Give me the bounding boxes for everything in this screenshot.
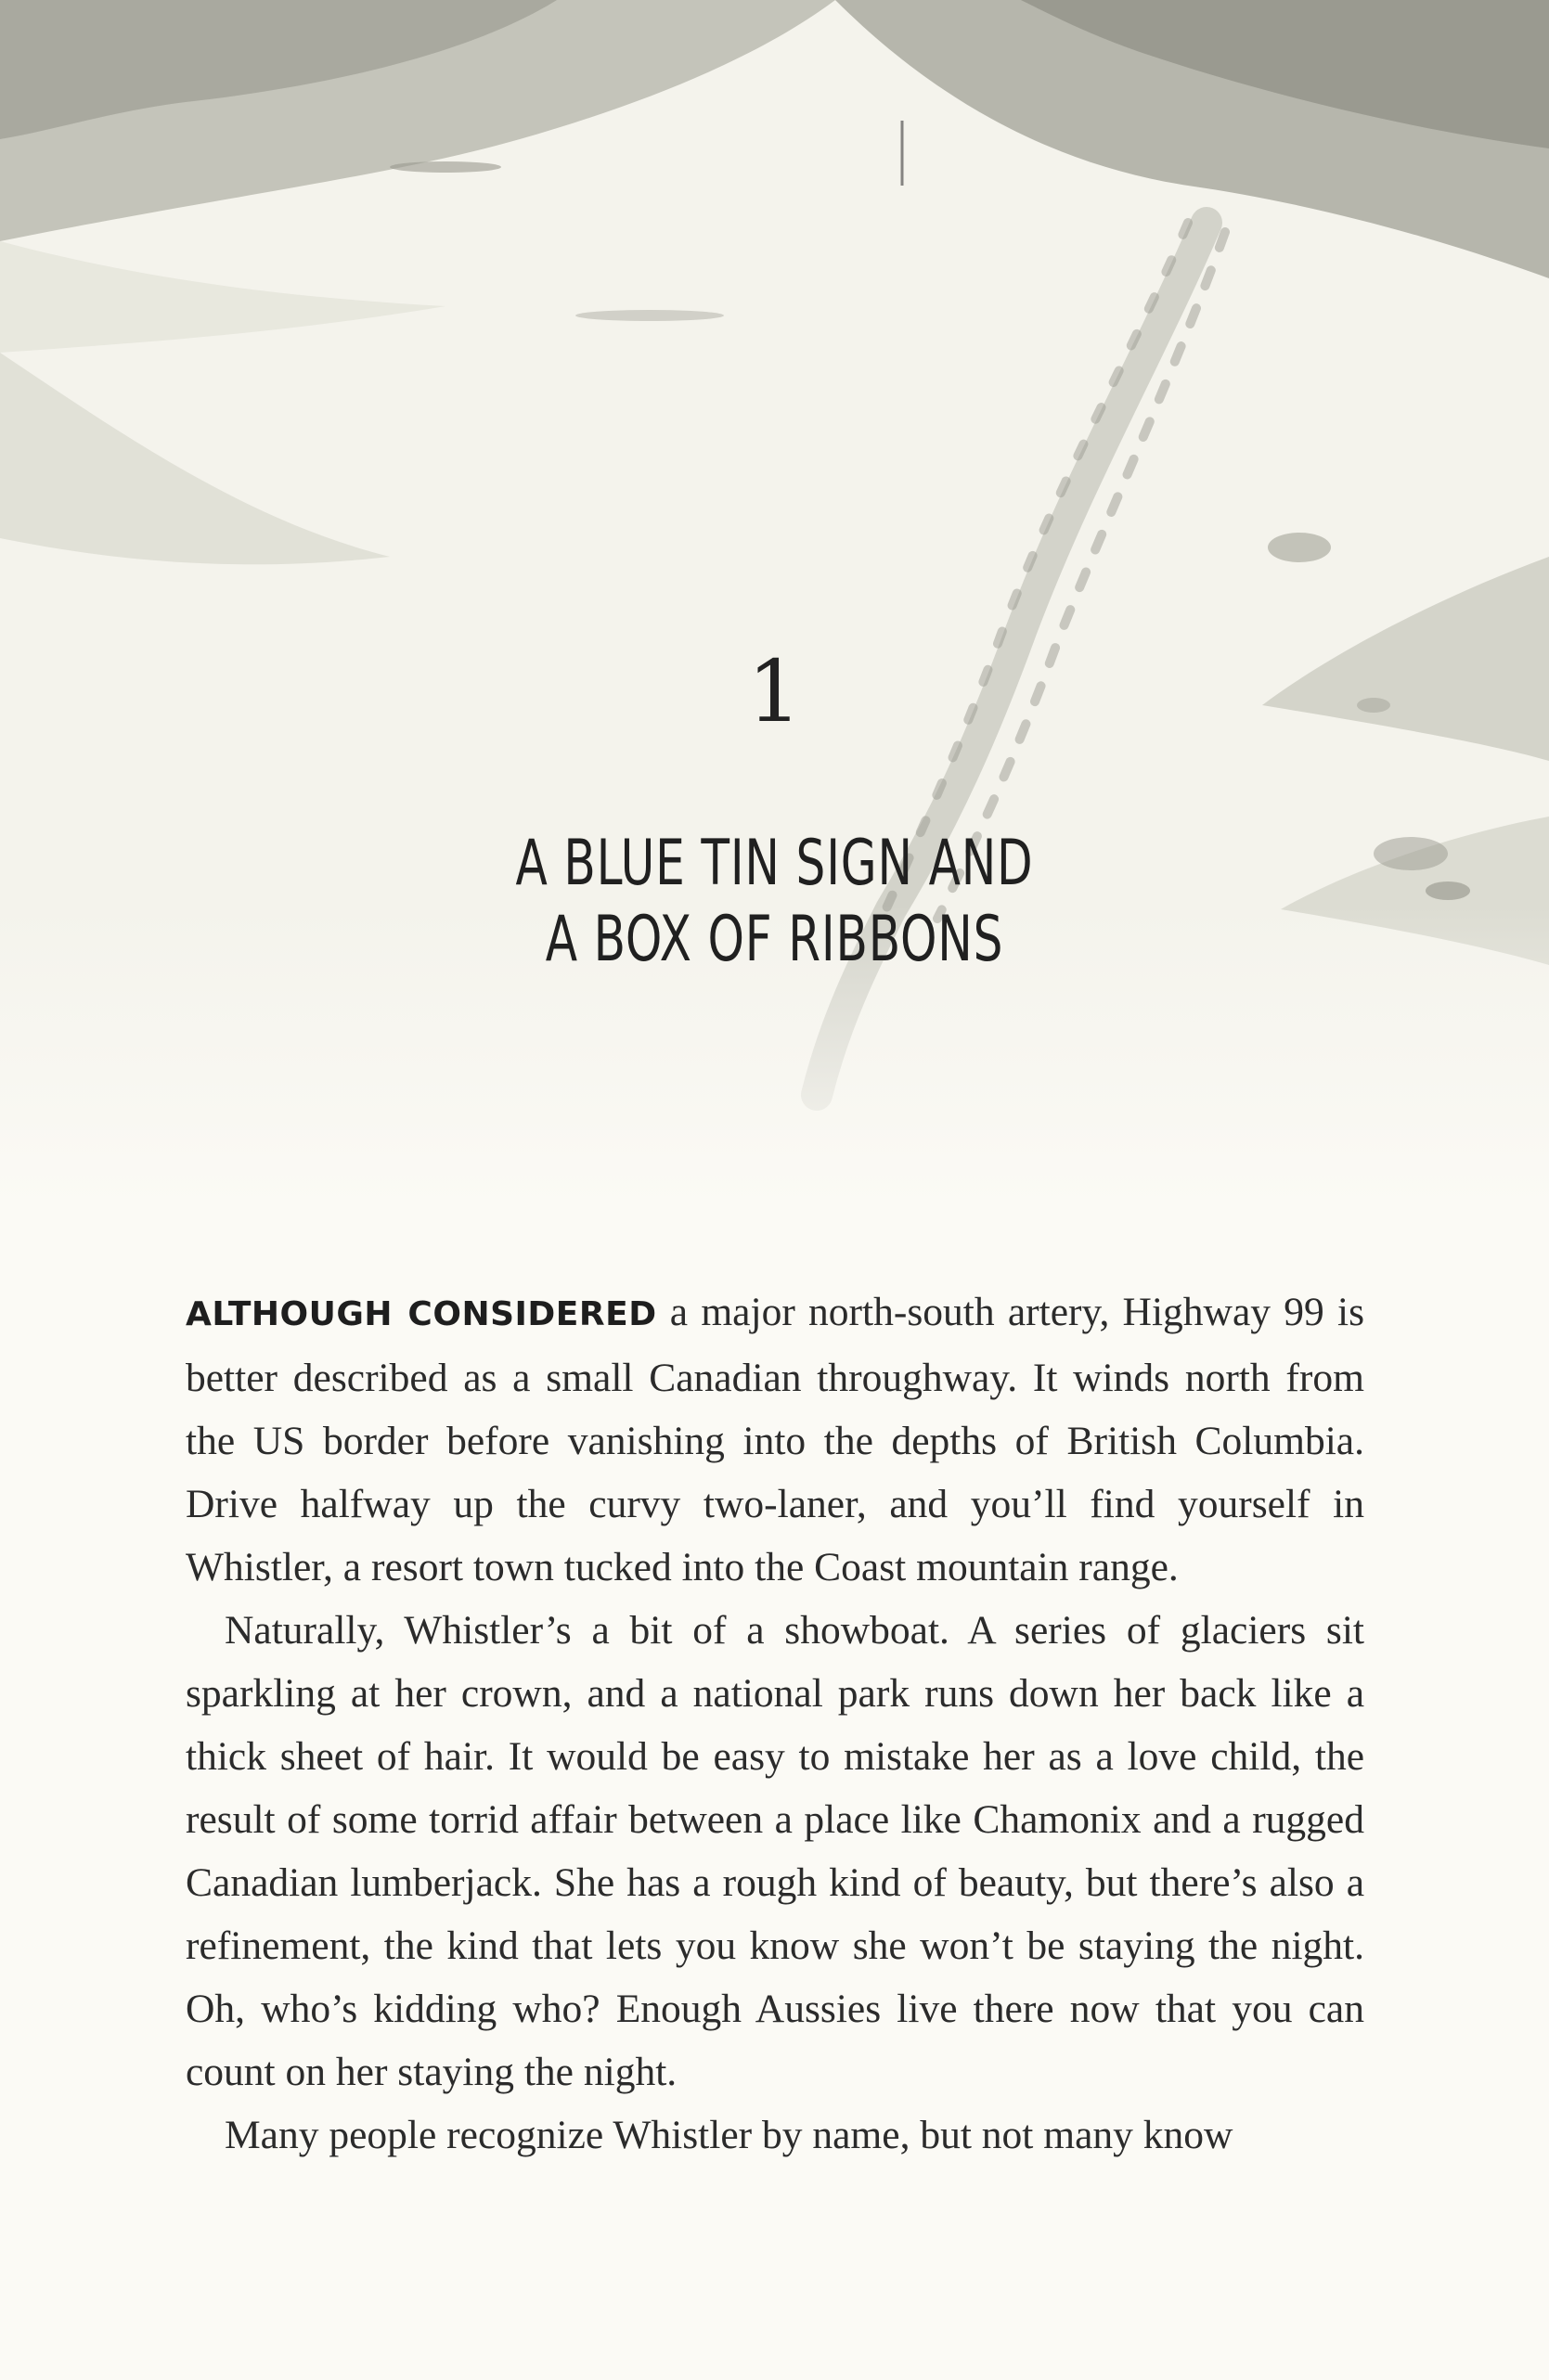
chapter-number: 1 <box>747 642 802 741</box>
chapter-title-line-2: A BOX OF RIBBONS <box>545 902 1004 976</box>
paragraph-3: Many people recognize Whistler by name, but not many know <box>225 2113 1233 2157</box>
chapter-body <box>186 1280 1364 2167</box>
chapter-title <box>139 826 1410 977</box>
chapter-title-line-1: A BLUE TIN SIGN AND <box>515 827 1034 900</box>
paragraph-1-text: a major north-south artery, Highway 99 is better described as a small Canadian throughway. It winds north from the US border before vanishing into the depths of British Columbia. Drive halfway up the curvy two-laner, and you’ll find yourself in Whistler, a resort town tucked into the Coast mountain range. <box>186 1290 1364 1589</box>
paragraph-2: Naturally, Whistler’s a bit of a showboat. A series of glaciers sit sparkling at her crown, and a national park runs down her back like a thick sheet of hair. It would be easy to mistake her as a love child, the result of some torrid affair between a place like Chamonix and a rugged Canadian lumberjack. She has a rough kind of beauty, but there’s also a refinement, the kind that lets you know she won’t be staying the night. Oh, who’s kidding who? Enough Aussies live there now that you can count on her staying the night. <box>186 1608 1364 2094</box>
paragraph-1 <box>186 1280 1364 1599</box>
lead-in-caps: ALTHOUGH CONSIDERED <box>186 1295 657 1333</box>
